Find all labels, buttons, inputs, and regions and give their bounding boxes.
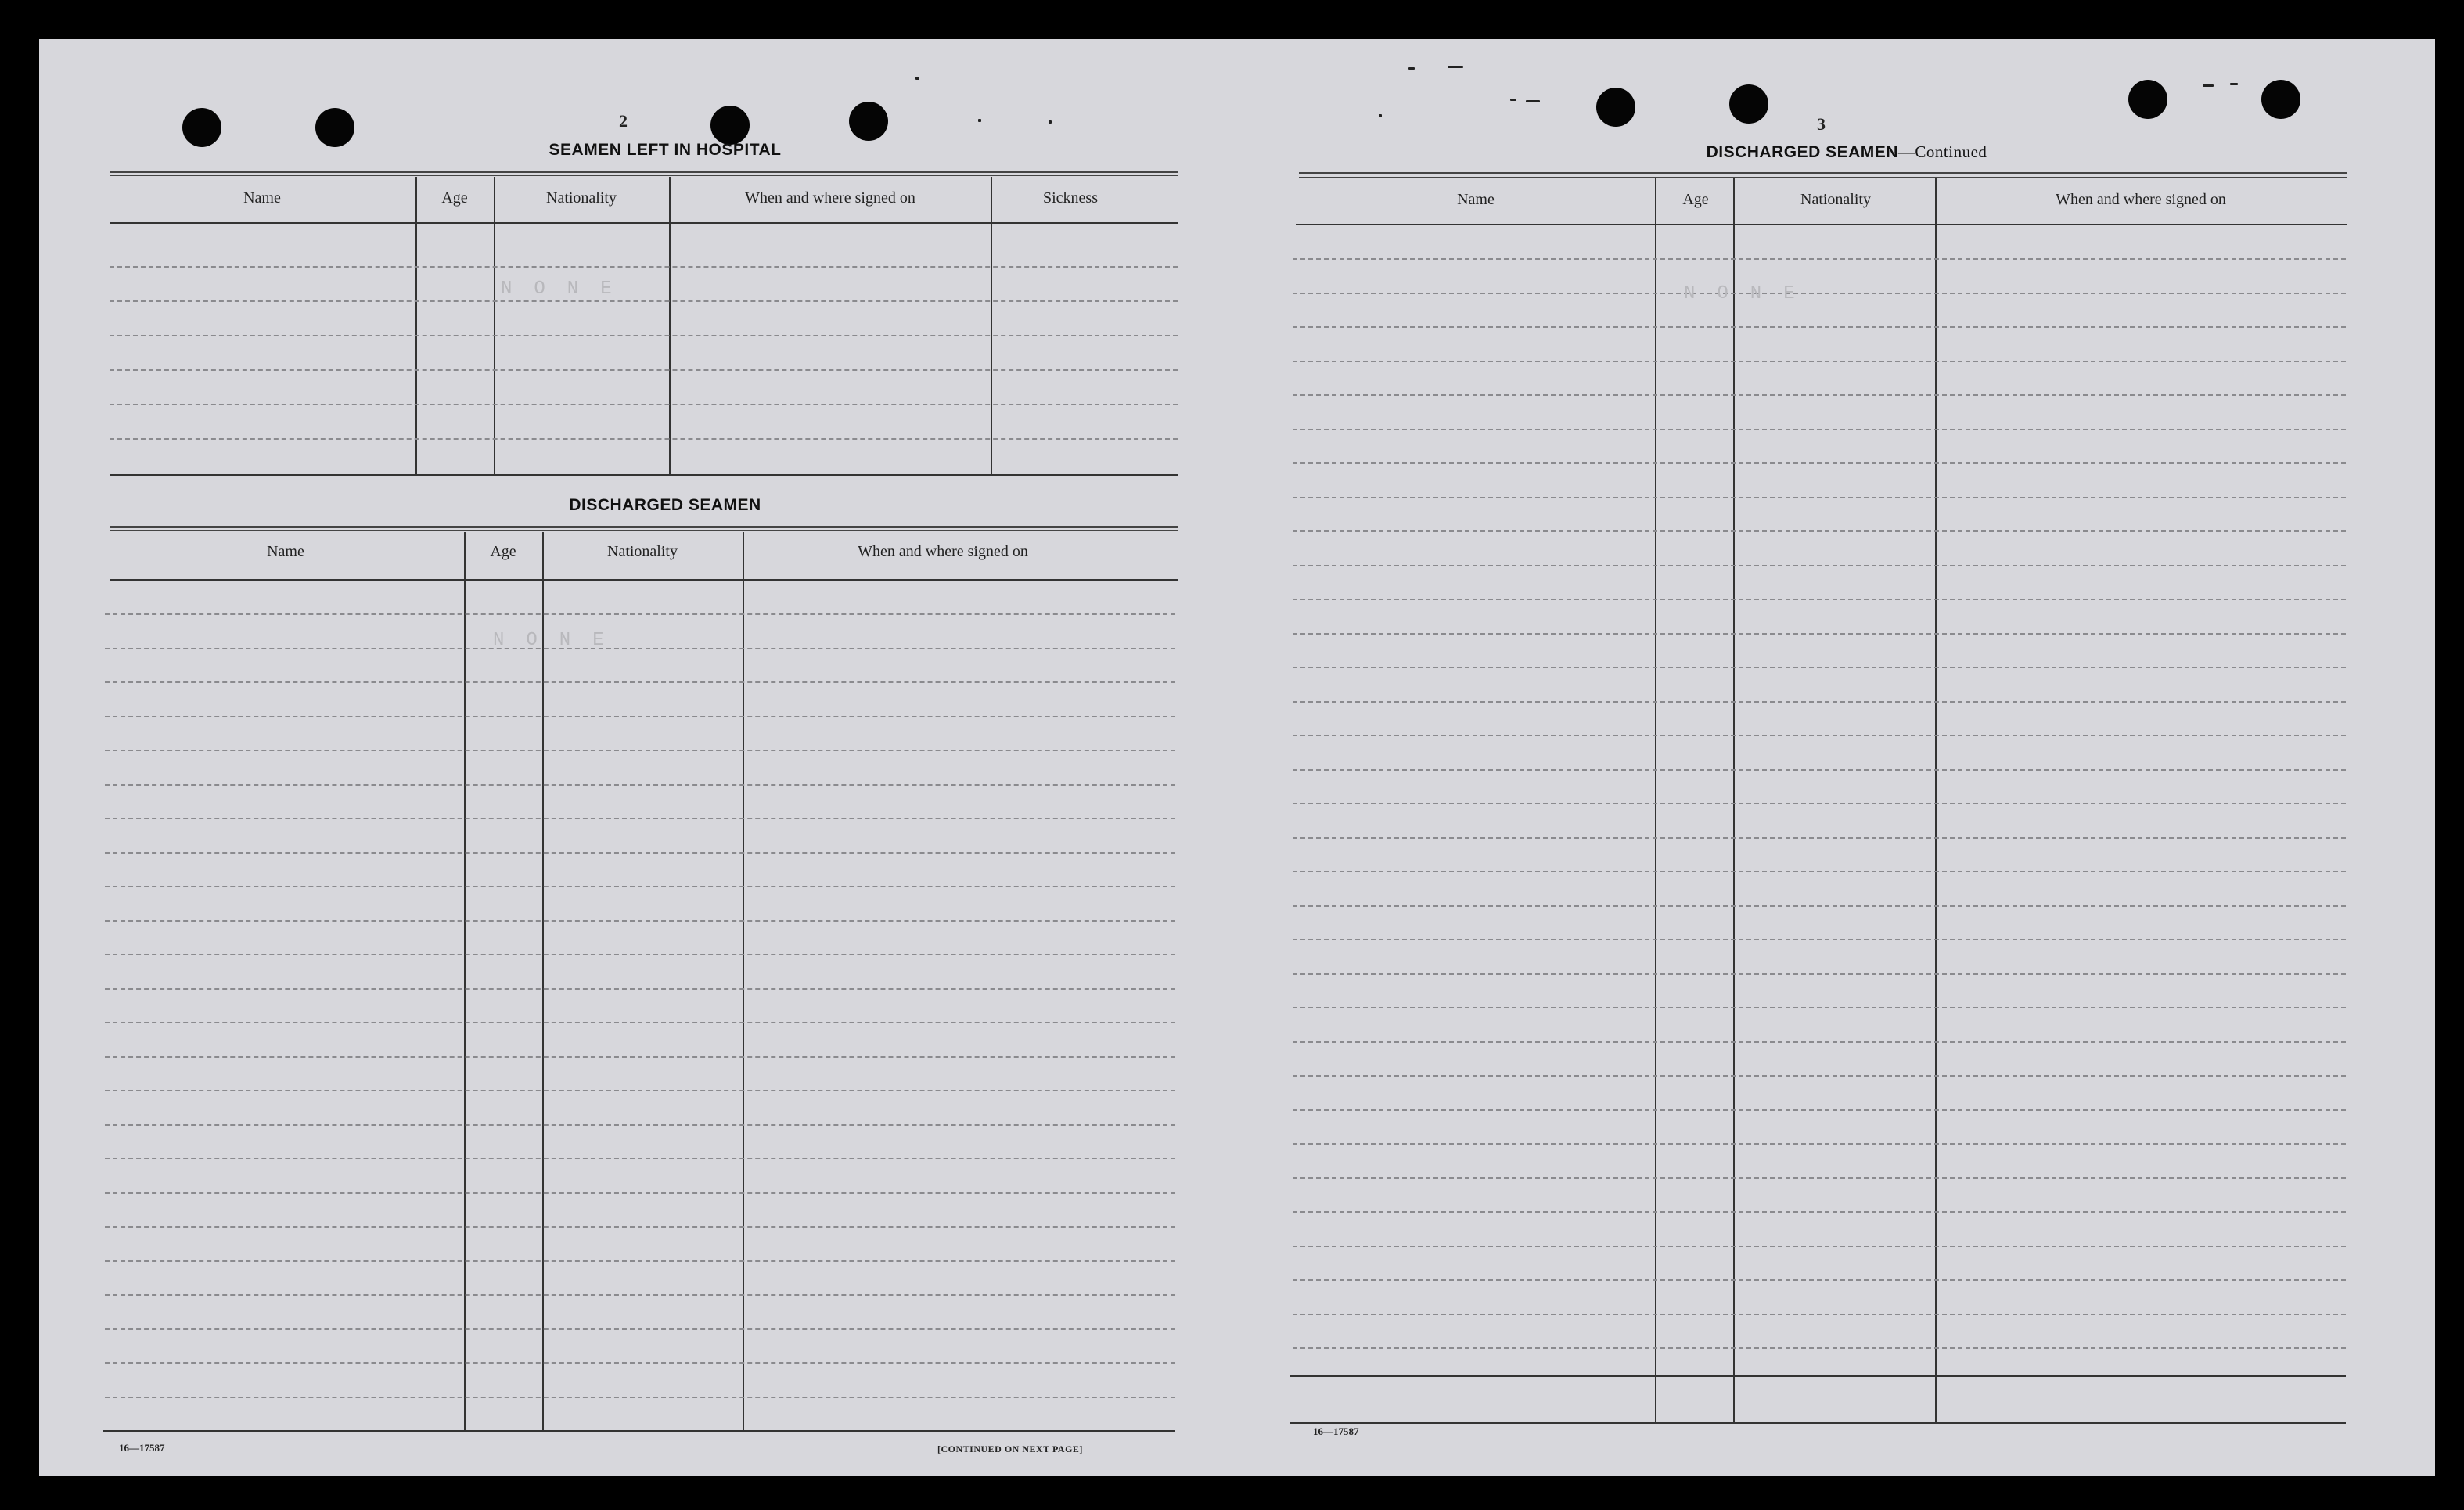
row-line	[1293, 530, 2346, 532]
row-line	[1293, 293, 2346, 294]
discharged-section-title-left: DISCHARGED SEAMEN	[569, 496, 761, 514]
hospital-section-title: SEAMEN LEFT IN HOSPITAL	[549, 141, 782, 159]
hospital-col-age: Age	[441, 189, 468, 207]
row-line	[105, 681, 1175, 683]
discharged-bottom-rule-left	[103, 1430, 1175, 1432]
discharged-title-suffix: —Continued	[1897, 142, 1987, 161]
hospital-col-divider	[991, 177, 992, 476]
page-number-left: 2	[619, 111, 628, 131]
row-line	[1293, 769, 2346, 771]
punch-hole	[315, 108, 354, 147]
speck	[1379, 114, 1382, 117]
speck	[2203, 84, 2214, 87]
row-line	[105, 1362, 1175, 1364]
row-line	[1293, 429, 2346, 430]
punch-hole	[2128, 80, 2167, 119]
row-line	[105, 920, 1175, 922]
discharged-bottom-rule-right	[1290, 1375, 2346, 1377]
row-line	[105, 1328, 1175, 1330]
row-line	[1293, 667, 2346, 668]
hospital-col-divider	[415, 177, 417, 476]
speck	[978, 119, 981, 122]
hospital-header-rule	[110, 222, 1178, 224]
row-line	[1293, 462, 2346, 464]
speck	[1510, 99, 1516, 101]
form-number-left: 16—17587	[119, 1442, 165, 1454]
row-line	[105, 886, 1175, 887]
row-line	[1293, 871, 2346, 872]
hospital-col-name: Name	[243, 189, 281, 207]
speck	[1049, 120, 1052, 124]
row-line	[105, 716, 1175, 717]
row-line	[105, 648, 1175, 649]
row-line	[105, 613, 1175, 615]
hospital-bottom-rule	[110, 474, 1178, 476]
row-line	[1293, 394, 2346, 396]
hospital-top-rule	[110, 171, 1178, 176]
discharged-col-divider-left	[743, 532, 744, 1432]
speck	[915, 77, 919, 80]
discharged-section-title-right	[1588, 142, 2105, 162]
continued-note: [CONTINUED ON NEXT PAGE]	[937, 1443, 1083, 1454]
discharged-title-right: DISCHARGED SEAMEN	[1706, 143, 1898, 161]
hospital-row-line	[110, 438, 1178, 440]
row-line	[105, 1260, 1175, 1262]
row-line	[105, 852, 1175, 854]
discharged-col-divider-right	[1655, 178, 1656, 1424]
discharged-col-divider-right	[1935, 178, 1937, 1424]
punch-hole	[1729, 84, 1768, 124]
row-line	[1293, 1177, 2346, 1179]
discharged-bottom-rule-right-2	[1290, 1422, 2346, 1424]
row-line	[1293, 326, 2346, 328]
discharged-col-signed-on-right: When and where signed on	[2056, 191, 2226, 208]
discharged-col-nationality-right: Nationality	[1800, 191, 1871, 208]
row-line	[105, 1226, 1175, 1228]
hospital-none-stamp: NONE	[501, 279, 634, 300]
row-line	[1293, 1211, 2346, 1213]
hospital-row-line	[110, 266, 1178, 268]
speck	[1448, 66, 1463, 68]
hospital-row-line	[110, 300, 1178, 302]
hospital-row-line	[110, 335, 1178, 336]
document-sheet	[39, 39, 2435, 1476]
row-line	[105, 1090, 1175, 1091]
discharged-col-age-right: Age	[1682, 191, 1709, 208]
row-line	[1293, 735, 2346, 736]
row-line	[1293, 361, 2346, 362]
punch-hole	[1596, 88, 1635, 127]
speck	[2230, 83, 2238, 85]
discharged-col-nationality-left: Nationality	[607, 543, 678, 560]
punch-hole	[710, 106, 750, 145]
row-line	[105, 818, 1175, 819]
row-line	[1293, 939, 2346, 940]
row-line	[1293, 1109, 2346, 1111]
discharged-col-name-left: Name	[267, 543, 304, 560]
discharged-header-rule-left	[110, 579, 1178, 581]
row-line	[1293, 1347, 2346, 1349]
row-line	[1293, 1143, 2346, 1145]
row-line	[1293, 633, 2346, 635]
page-number-right: 3	[1817, 114, 1826, 134]
hospital-col-divider	[669, 177, 671, 476]
row-line	[1293, 837, 2346, 839]
discharged-none-stamp-right: NONE	[1684, 283, 1817, 304]
form-number-right: 16—17587	[1313, 1426, 1359, 1437]
row-line	[1293, 258, 2346, 260]
row-line	[1293, 973, 2346, 975]
row-line	[1293, 1246, 2346, 1247]
row-line	[1293, 1279, 2346, 1281]
discharged-header-rule-right	[1296, 224, 2347, 225]
row-line	[1293, 1075, 2346, 1077]
punch-hole	[2261, 80, 2300, 119]
hospital-col-signed-on: When and where signed on	[745, 189, 915, 207]
discharged-top-rule-right	[1299, 172, 2347, 178]
row-line	[105, 954, 1175, 955]
hospital-row-line	[110, 369, 1178, 371]
row-line	[105, 784, 1175, 786]
row-line	[105, 1294, 1175, 1296]
hospital-col-sickness: Sickness	[1043, 189, 1098, 207]
row-line	[105, 750, 1175, 751]
punch-hole	[182, 108, 221, 147]
row-line	[1293, 803, 2346, 804]
row-line	[1293, 905, 2346, 907]
discharged-none-stamp-left: NONE	[493, 630, 626, 651]
row-line	[1293, 701, 2346, 703]
discharged-col-name-right: Name	[1457, 191, 1495, 208]
row-line	[1293, 1041, 2346, 1043]
speck	[1526, 100, 1540, 102]
discharged-col-age-left: Age	[490, 543, 516, 560]
discharged-col-divider-right	[1733, 178, 1735, 1424]
discharged-top-rule-left	[110, 526, 1178, 531]
row-line	[1293, 497, 2346, 498]
hospital-col-nationality: Nationality	[546, 189, 617, 207]
row-line	[1293, 1007, 2346, 1008]
discharged-col-divider-left	[464, 532, 466, 1432]
row-line	[1293, 1314, 2346, 1315]
row-line	[1293, 565, 2346, 566]
punch-hole	[849, 102, 888, 141]
hospital-col-divider	[494, 177, 495, 476]
row-line	[1293, 599, 2346, 600]
row-line	[105, 1022, 1175, 1023]
hospital-row-line	[110, 404, 1178, 405]
row-line	[105, 1124, 1175, 1126]
row-line	[105, 1192, 1175, 1194]
row-line	[105, 1397, 1175, 1398]
row-line	[105, 988, 1175, 990]
row-line	[105, 1158, 1175, 1159]
row-line	[105, 1056, 1175, 1058]
discharged-col-signed-on-left: When and where signed on	[858, 543, 1028, 560]
discharged-col-divider-left	[542, 532, 544, 1432]
speck	[1408, 67, 1415, 70]
